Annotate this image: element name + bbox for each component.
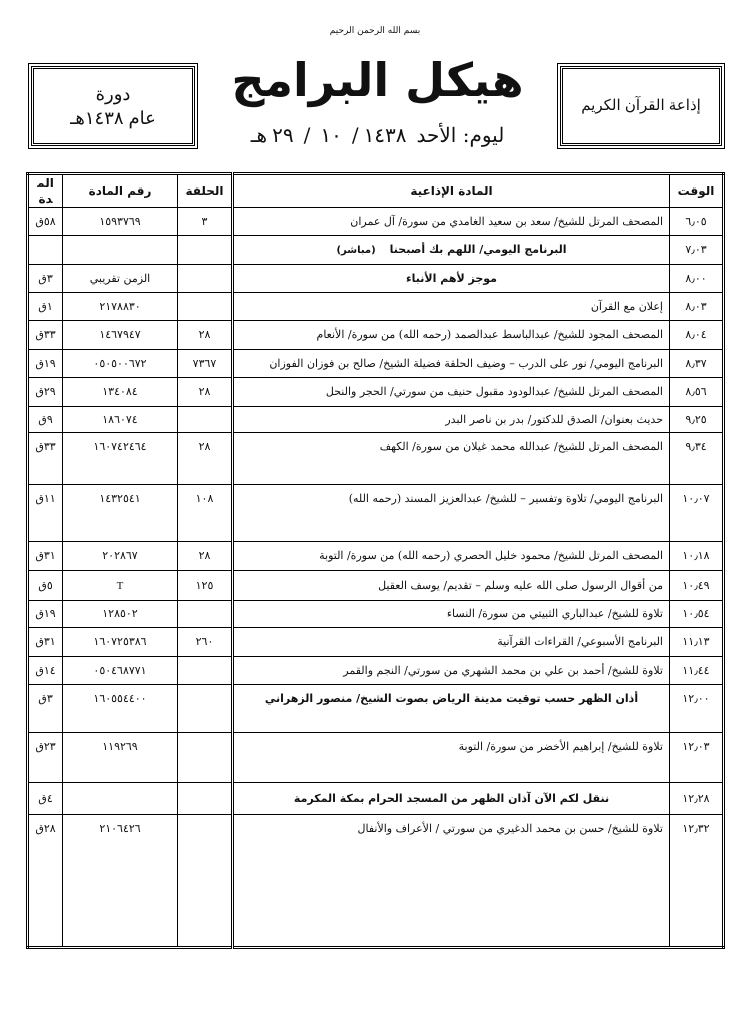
table-row <box>28 433 724 485</box>
cell-episode <box>178 783 233 815</box>
cell-duration: ٣٣ق <box>28 321 63 350</box>
live-note: (مباشر) <box>336 244 376 256</box>
cell-time: ١٢٫٣٢ <box>670 815 724 948</box>
cell-time: ٨٫٠٠ <box>670 265 724 293</box>
cell-time: ١٠٫٤٩ <box>670 571 724 601</box>
cell-code: ٢١٠٦٤٢٦ <box>63 815 178 948</box>
cell-duration: ٥٨ق <box>28 208 63 236</box>
cell-title: البرنامج اليومي/ نور على الدرب – وضيف الحلقة فضيلة الشيخ/ صالح بن فوزان الفوزان <box>233 350 670 378</box>
table-row <box>28 628 724 657</box>
cell-title <box>233 236 670 265</box>
cell-episode <box>178 407 233 433</box>
table-row <box>28 350 724 378</box>
cell-time: ١١٫١٣ <box>670 628 724 657</box>
table-row <box>28 321 724 350</box>
table-row <box>28 293 724 321</box>
table-row <box>28 407 724 433</box>
cell-episode <box>178 685 233 733</box>
date-year: ١٤٣٨هـ <box>250 123 407 147</box>
cell-code <box>63 236 178 265</box>
cell-code: ١٤٦٧٩٤٧ <box>63 321 178 350</box>
table-row <box>28 571 724 601</box>
cell-duration: ٣ق <box>28 265 63 293</box>
cell-time: ٨٫٠٣ <box>670 293 724 321</box>
cell-title: تلاوة للشيخ/ حسن بن محمد الدغيري من سورتي / الأعراف والأنفال <box>233 815 670 948</box>
cell-time: ٩٫٢٥ <box>670 407 724 433</box>
day-label: ليوم: الأحد <box>416 123 505 147</box>
cell-title: تلاوة للشيخ/ عبدالباري الثبيتي من سورة/ النساء <box>233 601 670 628</box>
schedule-table <box>26 172 725 949</box>
cell-time: ١٢٫٢٨ <box>670 783 724 815</box>
table-row <box>28 208 724 236</box>
cell-duration: ٢٣ق <box>28 733 63 783</box>
cell-title: حديث بعنوان/ الصدق للدكتور/ بدر بن ناصر البدر <box>233 407 670 433</box>
cycle-year: عام ١٤٣٨هـ <box>70 108 156 128</box>
table-header-row <box>28 174 724 208</box>
cell-duration: ٤ق <box>28 783 63 815</box>
col-code-header: رقم المادة <box>63 174 178 208</box>
cell-title: ننقل لكم الآن آذان الظهر من المسجد الحرام بمكة المكرمة <box>233 783 670 815</box>
cell-duration: ١١ق <box>28 485 63 542</box>
cell-code: ١٤٣٢٥٤١ <box>63 485 178 542</box>
cell-code: ١٥٩٣٧٦٩ <box>63 208 178 236</box>
page-title: هيكل البرامج <box>231 53 524 107</box>
station-box <box>560 66 722 146</box>
col-title-header: المادة الإذاعية <box>233 174 670 208</box>
table-row <box>28 236 724 265</box>
date-month: ١٠ <box>320 123 342 147</box>
cell-duration: ٢٨ق <box>28 815 63 948</box>
cell-episode: ١٢٥ <box>178 571 233 601</box>
cell-code: ٠٥٠٥٠٠٦٧٢ <box>63 350 178 378</box>
cycle-label: دورة <box>95 84 131 104</box>
date-sep: / <box>303 123 311 147</box>
cell-code: الزمن تقريبي <box>63 265 178 293</box>
cell-duration: ٣٣ق <box>28 433 63 485</box>
cell-code: ٠٥٠٤٦٨٧٧١ <box>63 657 178 685</box>
col-duration-header: المدة <box>28 174 63 208</box>
table-row <box>28 733 724 783</box>
cell-duration: ١ق <box>28 293 63 321</box>
cell-duration <box>28 236 63 265</box>
cell-time: ١٢٫٠٠ <box>670 685 724 733</box>
cell-duration: ٥ق <box>28 571 63 601</box>
cell-episode: ٢٨ <box>178 542 233 571</box>
cell-duration: ٢٩ق <box>28 378 63 407</box>
cell-duration: ٩ق <box>28 407 63 433</box>
table-row <box>28 378 724 407</box>
cell-episode <box>178 657 233 685</box>
cell-episode <box>178 815 233 948</box>
cell-time: ٨٫٠٤ <box>670 321 724 350</box>
cell-episode <box>178 236 233 265</box>
cell-code: ١٦٠٧٢٥٣٨٦ <box>63 628 178 657</box>
cell-code: ١٦٠٧٤٢٤٦٤ <box>63 433 178 485</box>
cell-duration: ١٤ق <box>28 657 63 685</box>
table-row <box>28 783 724 815</box>
cell-title: المصحف المجود للشيخ/ عبدالباسط عبدالصمد (رحمه الله) من سورة/ الأنعام <box>233 321 670 350</box>
cell-code: T <box>63 571 178 601</box>
cell-time: ٩٫٣٤ <box>670 433 724 485</box>
cell-code: ١٣٤٠٨٤ <box>63 378 178 407</box>
cell-time: ١١٫٤٤ <box>670 657 724 685</box>
cell-title: المصحف المرتل للشيخ/ عبدالله محمد غيلان من سورة/ الكهف <box>233 433 670 485</box>
cell-time: ٧٫٠٣ <box>670 236 724 265</box>
cell-time: ٦٫٠٥ <box>670 208 724 236</box>
cell-code: ٢٠٢٨٦٧ <box>63 542 178 571</box>
cell-duration: ٣ق <box>28 685 63 733</box>
table-row <box>28 815 724 948</box>
table-row <box>28 685 724 733</box>
date-day: ٢٩ <box>272 123 294 147</box>
table-row <box>28 265 724 293</box>
cell-code: ٢١٧٨٨٣٠ <box>63 293 178 321</box>
cell-episode <box>178 265 233 293</box>
cell-code: ١١٩٢٦٩ <box>63 733 178 783</box>
cell-duration: ١٩ق <box>28 350 63 378</box>
cell-duration: ٣١ق <box>28 628 63 657</box>
col-episode-header: الحلقة <box>178 174 233 208</box>
cell-title: البرنامج اليومي/ تلاوة وتفسير – للشيخ/ عبدالعزيز المسند (رحمه الله) <box>233 485 670 542</box>
table-row <box>28 657 724 685</box>
cell-time: ١٢٫٠٣ <box>670 733 724 783</box>
cell-episode: ٢٨ <box>178 378 233 407</box>
table-row <box>28 542 724 571</box>
cell-title: تلاوة للشيخ/ أحمد بن علي بن محمد الشهري من سورتي/ النجم والقمر <box>233 657 670 685</box>
cell-title: المصحف المرتل للشيخ/ محمود خليل الحصري (رحمه الله) من سورة/ التوبة <box>233 542 670 571</box>
cell-episode: ٣ <box>178 208 233 236</box>
cell-episode: ٢٨ <box>178 321 233 350</box>
cell-episode <box>178 733 233 783</box>
cell-episode: ٢٦٠ <box>178 628 233 657</box>
cell-title: تلاوة للشيخ/ إبراهيم الأخضر من سورة/ التوبة <box>233 733 670 783</box>
date-line <box>215 118 540 152</box>
cell-code <box>63 783 178 815</box>
cell-time: ١٠٫٥٤ <box>670 601 724 628</box>
cell-title: المصحف المرتل للشيخ/ عبدالودود مقبول حنيف من سورتي/ الحجر والنحل <box>233 378 670 407</box>
basmala: بسم الله الرحمن الرحيم <box>329 26 421 36</box>
cell-episode: ١٠٨ <box>178 485 233 542</box>
col-time-header: الوقت <box>670 174 724 208</box>
cell-title: من أقوال الرسول صلى الله عليه وسلم – تقديم/ يوسف العقيل <box>233 571 670 601</box>
cell-time: ٨٫٣٧ <box>670 350 724 378</box>
cell-code: ١٦٠٥٥٤٤٠٠ <box>63 685 178 733</box>
station-name: إذاعة القرآن الكريم <box>581 97 701 114</box>
cell-episode: ٧٣٦٧ <box>178 350 233 378</box>
cell-time: ١٠٫١٨ <box>670 542 724 571</box>
cell-code: ١٢٨٥٠٢ <box>63 601 178 628</box>
cycle-box <box>31 66 195 146</box>
cell-code: ١٨٦٠٧٤ <box>63 407 178 433</box>
cell-title: المصحف المرتل للشيخ/ سعد بن سعيد الغامدي من سورة/ آل عمران <box>233 208 670 236</box>
cell-duration: ٣١ق <box>28 542 63 571</box>
cell-duration: ١٩ق <box>28 601 63 628</box>
cell-episode <box>178 601 233 628</box>
cell-episode <box>178 293 233 321</box>
program-title: البرنامج اليومي/ اللهم بك أصبحنا <box>389 242 567 256</box>
date-sep: / <box>351 123 359 147</box>
cell-title: إعلان مع القرآن <box>233 293 670 321</box>
cell-title: أذان الظهر حسب توقيت مدينة الرياض بصوت الشيخ/ منصور الزهراني <box>233 685 670 733</box>
cell-episode: ٢٨ <box>178 433 233 485</box>
table-row <box>28 485 724 542</box>
table-row <box>28 601 724 628</box>
cell-time: ٨٫٥٦ <box>670 378 724 407</box>
cell-title: البرنامج الأسبوعي/ القراءات القرآنية <box>233 628 670 657</box>
cell-title: موجز لأهم الأنباء <box>233 265 670 293</box>
cell-time: ١٠٫٠٧ <box>670 485 724 542</box>
